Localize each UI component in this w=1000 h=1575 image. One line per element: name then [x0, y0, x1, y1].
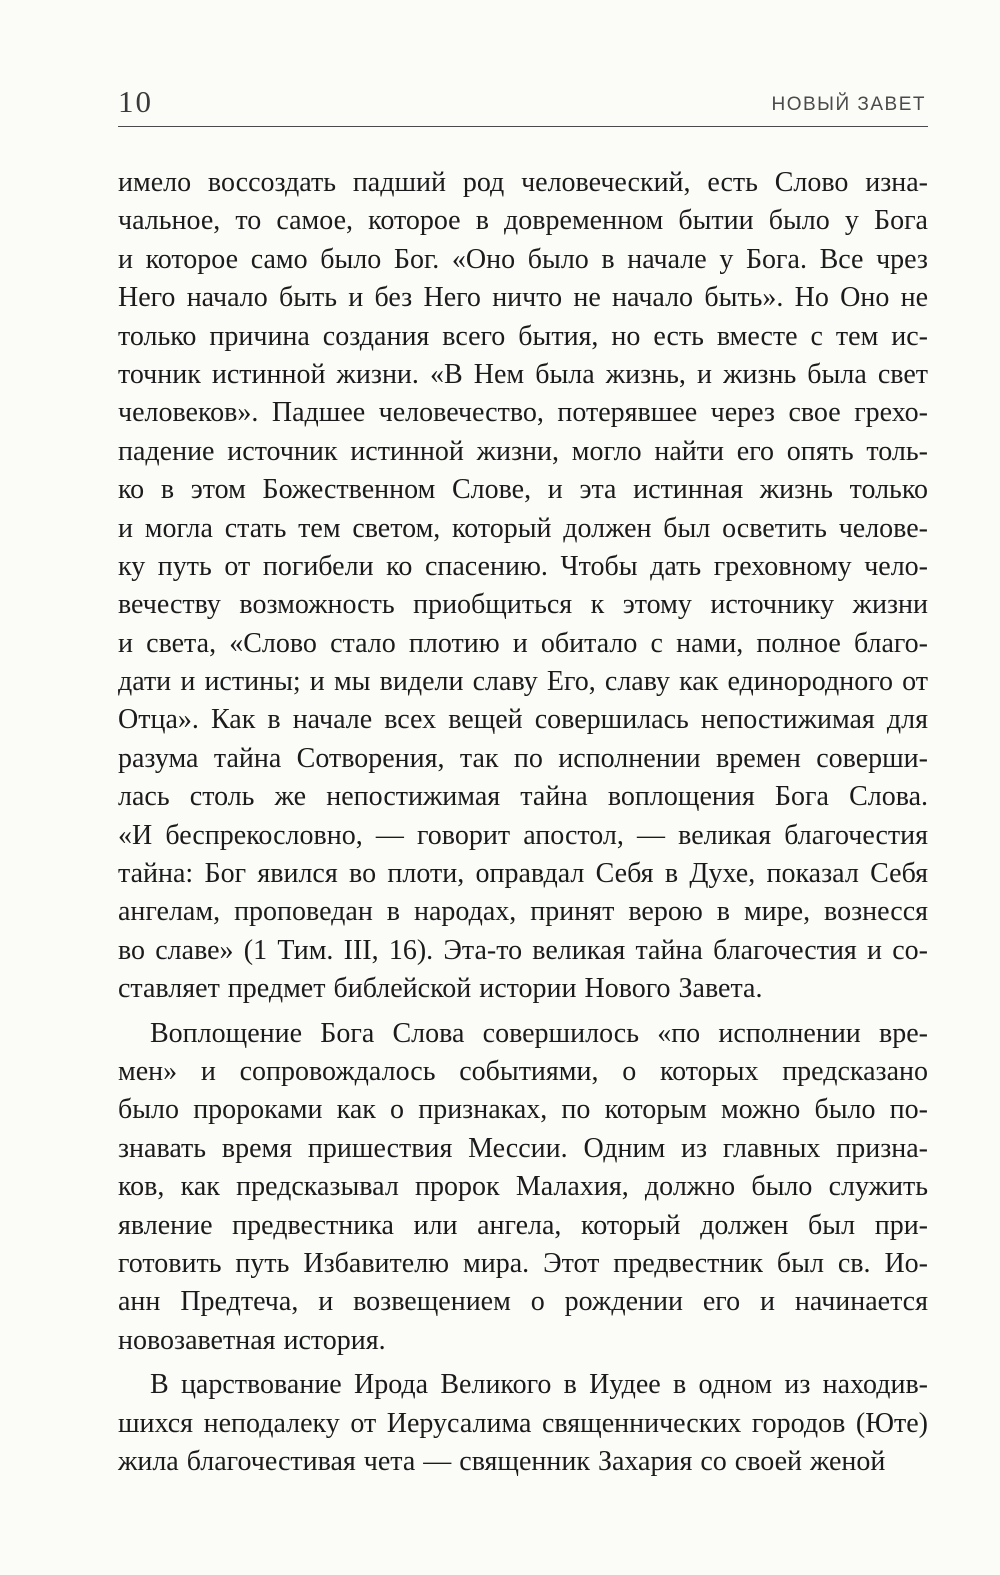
text-line: имело воссоздать падший род человеческий, есть Слово изна-: [118, 167, 928, 198]
text-line: шихся неподалеку от Иерусалима священнических городов (Юте): [118, 1407, 928, 1439]
text-line: разума тайна Сотворения, так по исполнении времен соверши-: [118, 742, 928, 774]
text-line: ставляет предмет библейской истории Нового Завета.: [118, 973, 763, 1005]
paragraph: [118, 164, 928, 1009]
text-line: «И беспрекословно, — говорит апостол, — великая благочестия: [118, 819, 928, 851]
text-line: Воплощение Бога Слова совершилось «по исполнении вре-: [150, 1017, 928, 1049]
text-line: только причина создания всего бытия, но есть вместе с тем ис-: [118, 320, 928, 352]
text-line: знавать время пришествия Мессии. Одним из главных призна-: [118, 1132, 928, 1164]
text-line: новозаветная история.: [118, 1324, 386, 1356]
text-line: явление предвестника или ангела, который должен был при-: [118, 1209, 928, 1241]
text-line: ангелам, проповедан в народах, принят верою в мире, вознесся: [118, 896, 928, 928]
running-title: НОВЫЙ ЗАВЕТ: [771, 94, 926, 115]
text-line: В царствование Ирода Великого в Иудее в одном из находив-: [150, 1369, 928, 1401]
text-line: готовить путь Избавителю мира. Этот предвестник был св. Ио-: [118, 1247, 928, 1279]
text-line: и света, «Слово стало плотию и обитало с нами, полное благо-: [118, 627, 928, 659]
text-line: ко в этом Божественном Слове, и эта истинная жизнь только: [118, 474, 928, 506]
text-line: падение источник истинной жизни, могло найти его опять толь-: [118, 435, 928, 467]
text-line: мен» и сопровождалось событиями, о которых предсказано: [118, 1055, 928, 1087]
text-line: ку путь от погибели ко спасению. Чтобы дать греховному чело-: [118, 550, 928, 582]
body-text: [118, 164, 928, 1481]
text-line: жила благочестивая чета — священник Захария со своей женой: [118, 1445, 886, 1477]
text-line: дати и истины; и мы видели славу Его, славу как единородного от: [118, 666, 928, 698]
page-number: 10: [118, 84, 153, 119]
text-line: тайна: Бог явился во плоти, оправдал Себя в Духе, показал Себя: [118, 858, 928, 890]
running-header: [118, 80, 928, 127]
text-line: анн Предтеча, и возвещением о рождении его и начинается: [118, 1286, 928, 1318]
text-line: и которое само было Бог. «Оно было в начале у Бога. Все чрез: [118, 243, 928, 275]
text-line: вечеству возможность приобщиться к этому источнику жизни: [118, 589, 928, 621]
text-line: точник истинной жизни. «В Нем была жизнь, и жизнь была свет: [118, 358, 928, 390]
text-line: лась столь же непостижимая тайна воплощения Бога Слова.: [118, 781, 928, 813]
text-line: человеков». Падшее человечество, потерявшее через свое грехо-: [118, 397, 928, 429]
paragraph: [118, 1015, 928, 1361]
text-line: во славе» (1 Тим. III, 16). Эта-то великая тайна благочестия и со-: [118, 934, 928, 966]
paragraph: [118, 1366, 928, 1481]
text-line: и могла стать тем светом, который должен был осветить челове-: [118, 512, 928, 544]
text-line: было пророками как о признаках, по которым можно было по-: [118, 1094, 928, 1126]
text-line: чальное, то самое, которое в довременном бытии было у Бога: [118, 205, 928, 237]
text-line: ков, как предсказывал пророк Малахия, должно было служить: [118, 1171, 928, 1203]
text-line: Него начало быть и без Него ничто не начало быть». Но Оно не: [118, 282, 928, 314]
text-line: Отца». Как в начале всех вещей совершилась непостижимая для: [118, 704, 928, 736]
